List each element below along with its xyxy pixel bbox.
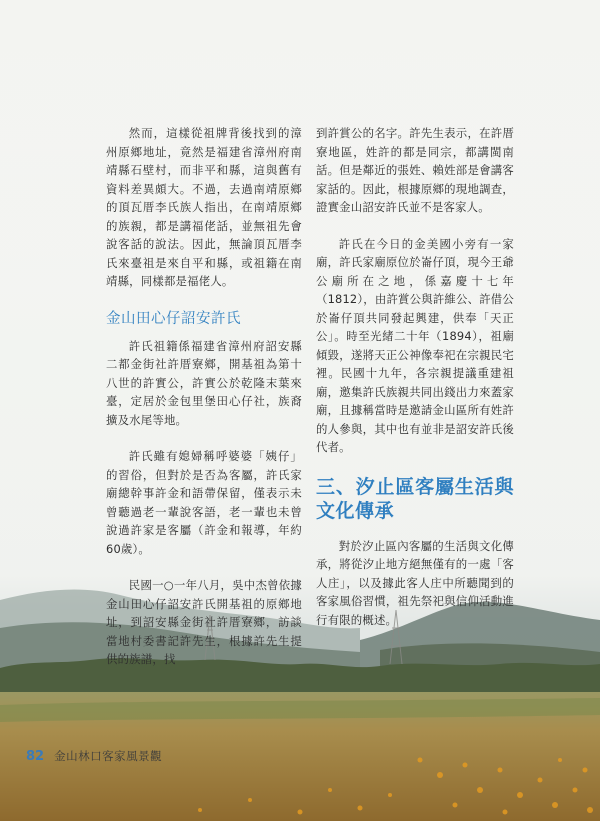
- subheading-xu-clan: 金山田心仔詔安許氏: [106, 310, 241, 327]
- paragraph-field-visit: 民國一○一年八月，吳中杰曾依據金山田心仔詔安許氏開基祖的原鄉地址，到詔安縣金街社許厝寮鄉，訪談當地村委書記許先生，根據許先生提供的族譜，找: [106, 578, 302, 666]
- paragraph-xu-customs: 許氏雖有媳婦稱呼婆婆「姨仔」的習俗，但對於是否為客屬，許氏家廟總幹事許金和語帶保留，僅表示未曾聽過老一輩說客語，老一輩也未曾說過許家是客屬（許金和報導，年約60歲）。: [106, 449, 302, 556]
- paragraph-xizhi-intro: 對於汐止區內客屬的生活與文化傳承，將從汐止地方絕無僅有的一處「客人庄」，以及據此客人庄中所聽聞到的客家風俗習慣，祖先祭祀與信仰活動進行有限的概述。: [316, 538, 514, 627]
- right-column: [316, 124, 514, 647]
- left-column: [106, 124, 302, 687]
- section-heading-xizhi: 三、汐止區客屬生活與文化傳承: [316, 475, 514, 522]
- paragraph-tile-ancestry: 然而，這樣從祖牌背後找到的漳州原鄉地址，竟然是福建省漳州府南靖縣石壁村，而非平和縣，這與舊有資料差異頗大。不過，去過南靖原鄉的頂瓦厝李氏族人指出，在南靖原鄉的族親，都是講福佬話，並無祖先會說客話的說法。因此，無論頂瓦厝李氏來臺祖是來自平和縣，或祖籍在南靖縣，同樣都是福佬人。: [106, 126, 302, 288]
- paragraph-family-temple: 許氏在今日的金美國小旁有一家廟，許氏家廟原位於崙仔頂，現今王爺公廟所在之地，係嘉慶十七年（1812），由許賞公與許維公、許借公於崙仔頂共同發起興建，供奉「天正公」。時至光緒二十年（1894），祖廟傾毀，遂將天正公神像奉祀在宗親民宅裡。民國十九年，各宗親提議重建祖廟，邀集許氏族親共同出錢出力來蓋家廟，且據稱當時是邀請金山區所有姓許的人參與，其中也有並非是詔安許氏後代者。: [316, 236, 514, 454]
- book-title: 金山林口客家風景觀: [54, 749, 163, 763]
- page-footer: [26, 748, 162, 764]
- paragraph-xu-origin: 許氏祖籍係福建省漳州府詔安縣二都金街社許厝寮鄉，開基祖為第十八世的許實公，許實公於乾隆末葉來臺，定居於金包里堡田心仔社，族裔擴及水尾等地。: [106, 338, 302, 427]
- page-number: 82: [26, 749, 45, 764]
- paragraph-field-visit-cont: 到許賞公的名字。許先生表示，在許厝寮地區，姓許的都是同宗，都講閩南話。但是鄰近的張姓、賴姓部是會講客家話的。因此，根據原鄉的現地調查，證實金山詔安許氏並不是客家人。: [316, 126, 514, 214]
